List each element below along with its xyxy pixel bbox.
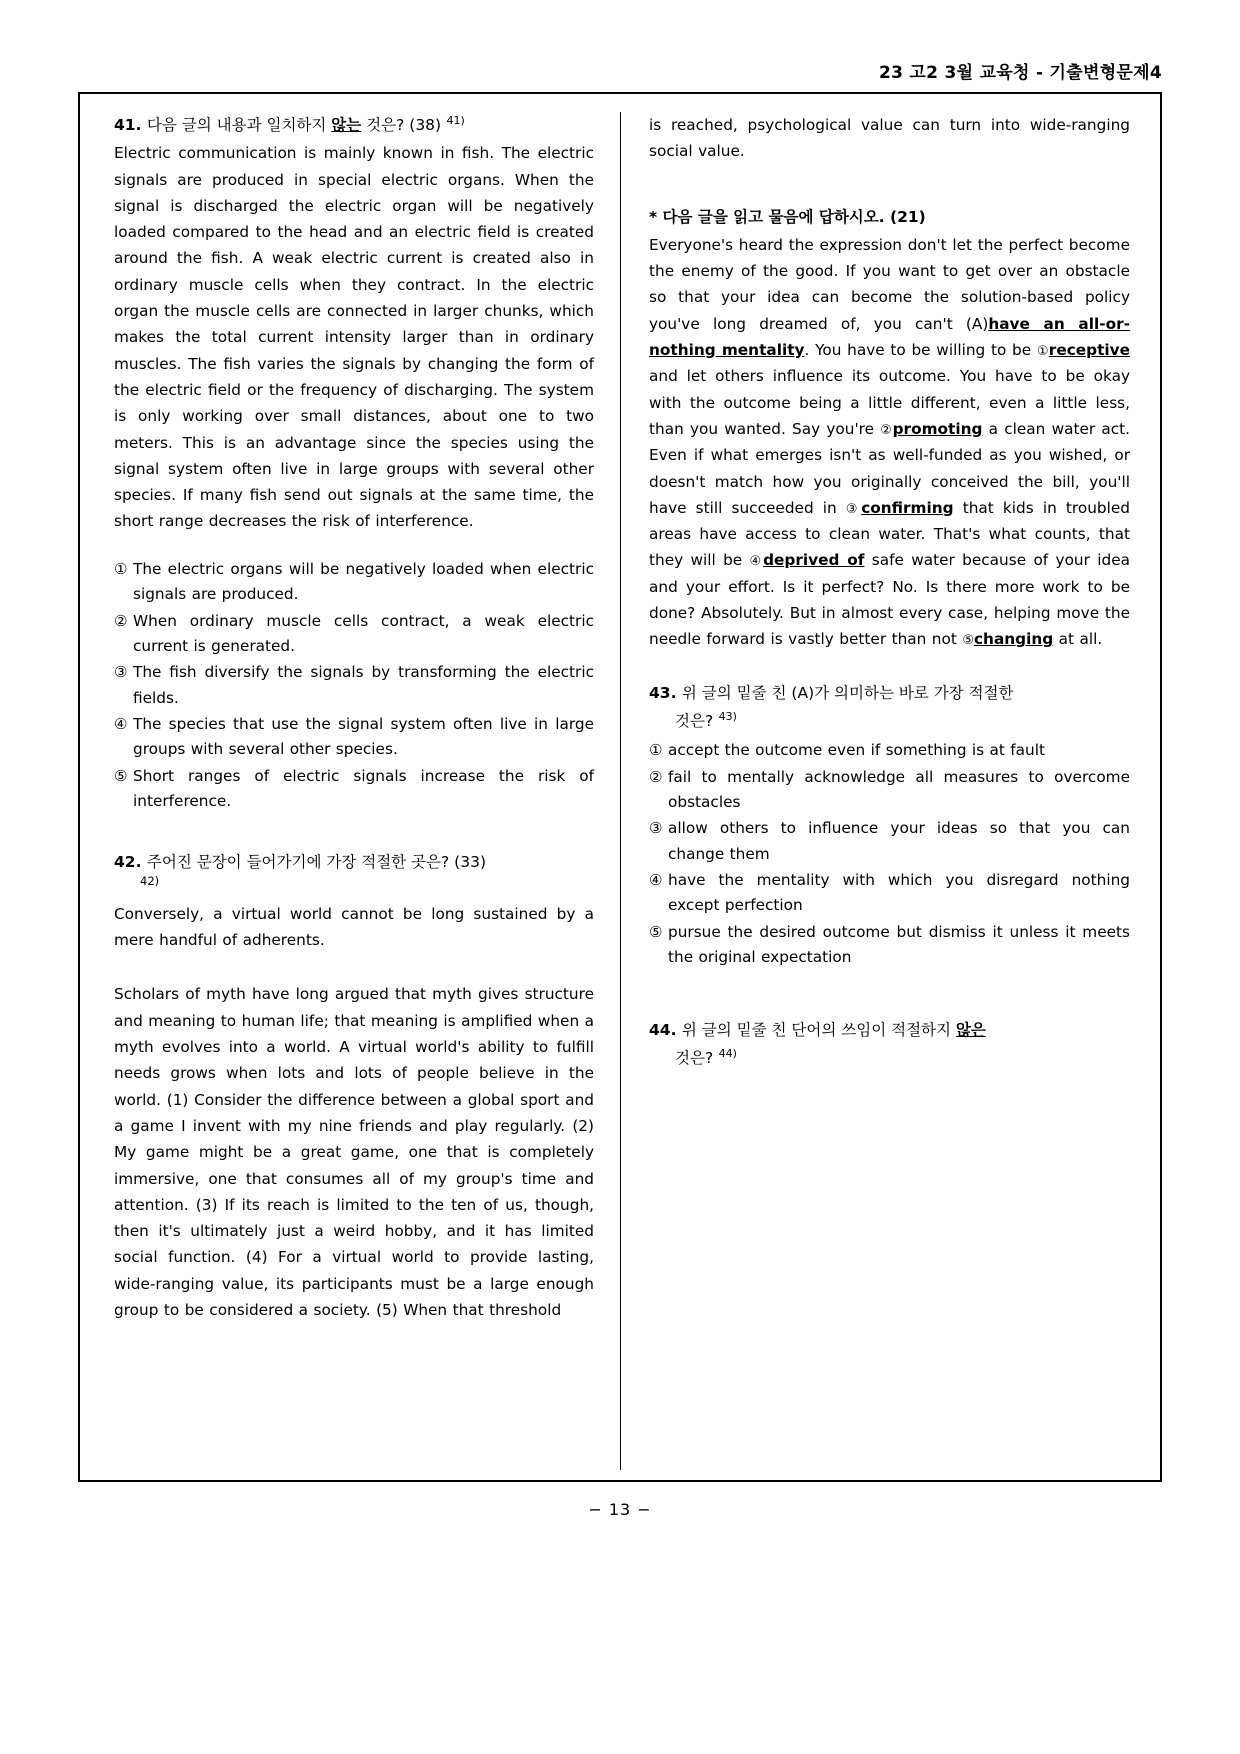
question-41-footnote-ref: 41) (446, 114, 465, 127)
passage-part-7: at all. (1053, 630, 1103, 649)
choice-item[interactable] (649, 765, 1130, 816)
page-header (78, 58, 1162, 83)
choice-marker: ⑤ (649, 922, 663, 941)
spacer (649, 659, 1130, 681)
spacer (114, 889, 594, 901)
question-43-choices (649, 738, 1130, 971)
page-number: − 13 − (588, 1500, 652, 1519)
question-43-number: 43. (649, 683, 677, 702)
choice-marker: ③ (114, 663, 128, 682)
underlined-phrase-a: have an all-or-nothing mentality (649, 314, 1130, 359)
underlined-word-2: promoting (892, 419, 983, 438)
question-41-passage: Electric communication is mainly known in fish. The electric signals are produced in special electric organs. When the signal is discharged the electric organ will be negatively loaded compared to the head and an electric field is created around the fish. A weak electric current is created also in ordinary muscle cells when they contract. In the electric organ the muscle cells are connected in larger chunks, which makes the total current intensity larger than in ordinary muscles. The fish varies the signals by changing the form of the electric field or the frequency of discharging. The system is only working over small distances, about one to two meters. This is an advantage since the species using the signal system often live in large groups with several other species. If many fish send out signals at the same time, the short range decreases the risk of interference. (114, 144, 594, 531)
spacer (649, 1006, 1130, 1018)
choice-marker: ② (114, 611, 128, 630)
right-column (620, 112, 1138, 1470)
passage-part-2: . You have to be willing to be (804, 340, 1037, 359)
passage-part-4: a clean water act. Even if what emerges isn't as well-funded as you wished, or doesn't match how you originally conceived the bill, you'll have still succeeded in (649, 419, 1130, 517)
underlined-word-1: receptive (1048, 340, 1130, 359)
choice-marker: ④ (649, 871, 663, 890)
choice-text: The fish diversify the signals by transforming the electric fields. (133, 663, 594, 707)
choice-item[interactable] (114, 764, 594, 815)
question-42-given-sentence: Conversely, a virtual world cannot be long sustained by a mere handful of adherents. (114, 904, 594, 950)
question-43-heading-line2 (675, 708, 1130, 734)
choice-text: The species that use the signal system often live in large groups with several other species. (133, 715, 594, 759)
section-heading: * 다음 글을 읽고 물음에 답하시오. (21) (649, 207, 926, 226)
question-44-negation: 않은 (955, 1020, 986, 1039)
choice-text: pursue the desired outcome but dismiss it unless it meets the original expectation (668, 922, 1130, 967)
spacer (114, 541, 594, 553)
choice-item[interactable] (114, 712, 594, 763)
question-41-prompt-pre: 다음 글의 내용과 일치하지 (146, 116, 332, 135)
question-44-heading-line2 (675, 1045, 1130, 1071)
question-43-prompt: 위 글의 밑줄 친 (A)가 의미하는 바로 가장 적절한 (681, 683, 1014, 702)
spacer (114, 959, 594, 981)
passage-continuation: is reached, psychological value can turn into wide-ranging social value. (649, 116, 1130, 161)
question-43-footnote-ref: 43) (718, 709, 737, 723)
question-44-footnote-ref: 44) (718, 1046, 737, 1060)
choice-item[interactable] (649, 738, 1130, 763)
header-title: 23 고2 3월 교육청 - 기출변형문제4 (878, 63, 1162, 83)
choice-item[interactable] (649, 920, 1130, 971)
content-frame (78, 92, 1162, 1482)
spacer (114, 816, 594, 850)
choice-item[interactable] (114, 557, 594, 608)
underline-marker-5: ⑤ (962, 633, 974, 649)
spacer (649, 171, 1130, 205)
choice-marker: ① (114, 559, 128, 578)
question-41-prompt-post: 것은? (38) (361, 116, 442, 135)
choice-text: have the mentality with which you disregard nothing except perfection (668, 871, 1130, 915)
page-footer (0, 1500, 1240, 1519)
choice-marker: ③ (649, 819, 663, 838)
choice-item[interactable] (649, 868, 1130, 919)
choice-item[interactable] (649, 816, 1130, 867)
reading-passage (649, 232, 1130, 653)
passage-part-3: and let others influence its outcome. You have to be okay with the outcome being a little different, even a little less, than you wanted. Say you're (649, 367, 1130, 438)
choice-text: fail to mentally acknowledge all measures to overcome obstacles (668, 767, 1130, 811)
question-44-prompt-line2: 것은? (675, 1048, 714, 1067)
question-42-footnote-ref: 42) (140, 873, 160, 888)
question-41-negation: 않는 (331, 116, 362, 135)
question-41-number: 41. (114, 116, 142, 135)
question-42-passage: Scholars of myth have long argued that myth gives structure and meaning to human life; that meaning is amplified when a myth evolves into a world. A virtual world's ability to fulfill needs grows when lots and lots of people believe in the world. (1) Consider the difference between a global sport and a game I invent with my nine friends and play regularly. (2) My game might be a great game, one that is completely immersive, one that consumes all of my group's time and attention. (3) If its reach is limited to the ten of us, though, then it's ultimately just a weird hobby, and it has limited social function. (4) For a virtual world to provide lasting, wide-ranging value, its participants must be a large enough group to be considered a society. (5) When that threshold (114, 985, 594, 1319)
left-column (102, 112, 620, 1470)
underlined-word-3: confirming (861, 498, 954, 517)
passage-part-5: that kids in troubled areas have access to clean water. That's what counts, that they will be (649, 498, 1130, 570)
choice-text: allow others to influence your ideas so that you can change them (668, 819, 1130, 863)
question-42-prompt: 주어진 문장이 들어가기에 가장 적절한 곳은? (33) (146, 852, 486, 871)
question-43-heading (649, 681, 1130, 706)
choice-item[interactable] (114, 660, 594, 711)
underline-marker-3: ③ (845, 501, 862, 517)
spacer (649, 972, 1130, 1006)
two-column-layout (102, 112, 1138, 1470)
underline-marker-2: ② (880, 422, 893, 438)
choice-marker: ⑤ (114, 766, 128, 785)
choice-text: Short ranges of electric signals increase the risk of interference. (133, 766, 594, 811)
choice-text: When ordinary muscle cells contract, a weak electric current is generated. (133, 611, 594, 655)
question-44-heading (649, 1018, 1130, 1043)
question-42-number: 42. (114, 852, 142, 871)
question-44-number: 44. (649, 1020, 677, 1039)
choice-marker: ④ (114, 715, 128, 734)
question-41-heading (114, 112, 594, 138)
underline-marker-1: ① (1036, 343, 1049, 359)
passage-part-1: Everyone's heard the expression don't let the perfect become the enemy of the good. If you want to get over an obstacle so that your idea can become the solution-based policy you've long dreamed of, you can't (A) (649, 235, 1130, 333)
underlined-word-4: deprived of (763, 551, 865, 570)
choice-marker: ① (649, 741, 663, 760)
underlined-word-5: changing (973, 630, 1054, 649)
choice-text: accept the outcome even if something is at fault (668, 741, 1045, 760)
question-42-heading (114, 850, 594, 875)
passage-part-6: safe water because of your idea and your effort. Is it perfect? No. Is there more work to be done? Absolutely. But in almost every case, helping move the needle forward is vastly better than not (649, 551, 1130, 649)
question-44-prompt-pre: 위 글의 밑줄 친 단어의 쓰임이 적절하지 (681, 1020, 956, 1039)
question-41-choices (114, 557, 594, 815)
question-43-prompt-line2: 것은? (675, 712, 714, 731)
choice-text: The electric organs will be negatively loaded when electric signals are produced. (133, 559, 594, 604)
choice-item[interactable] (114, 609, 594, 660)
underline-marker-4: ④ (749, 554, 764, 570)
choice-marker: ② (649, 767, 663, 786)
